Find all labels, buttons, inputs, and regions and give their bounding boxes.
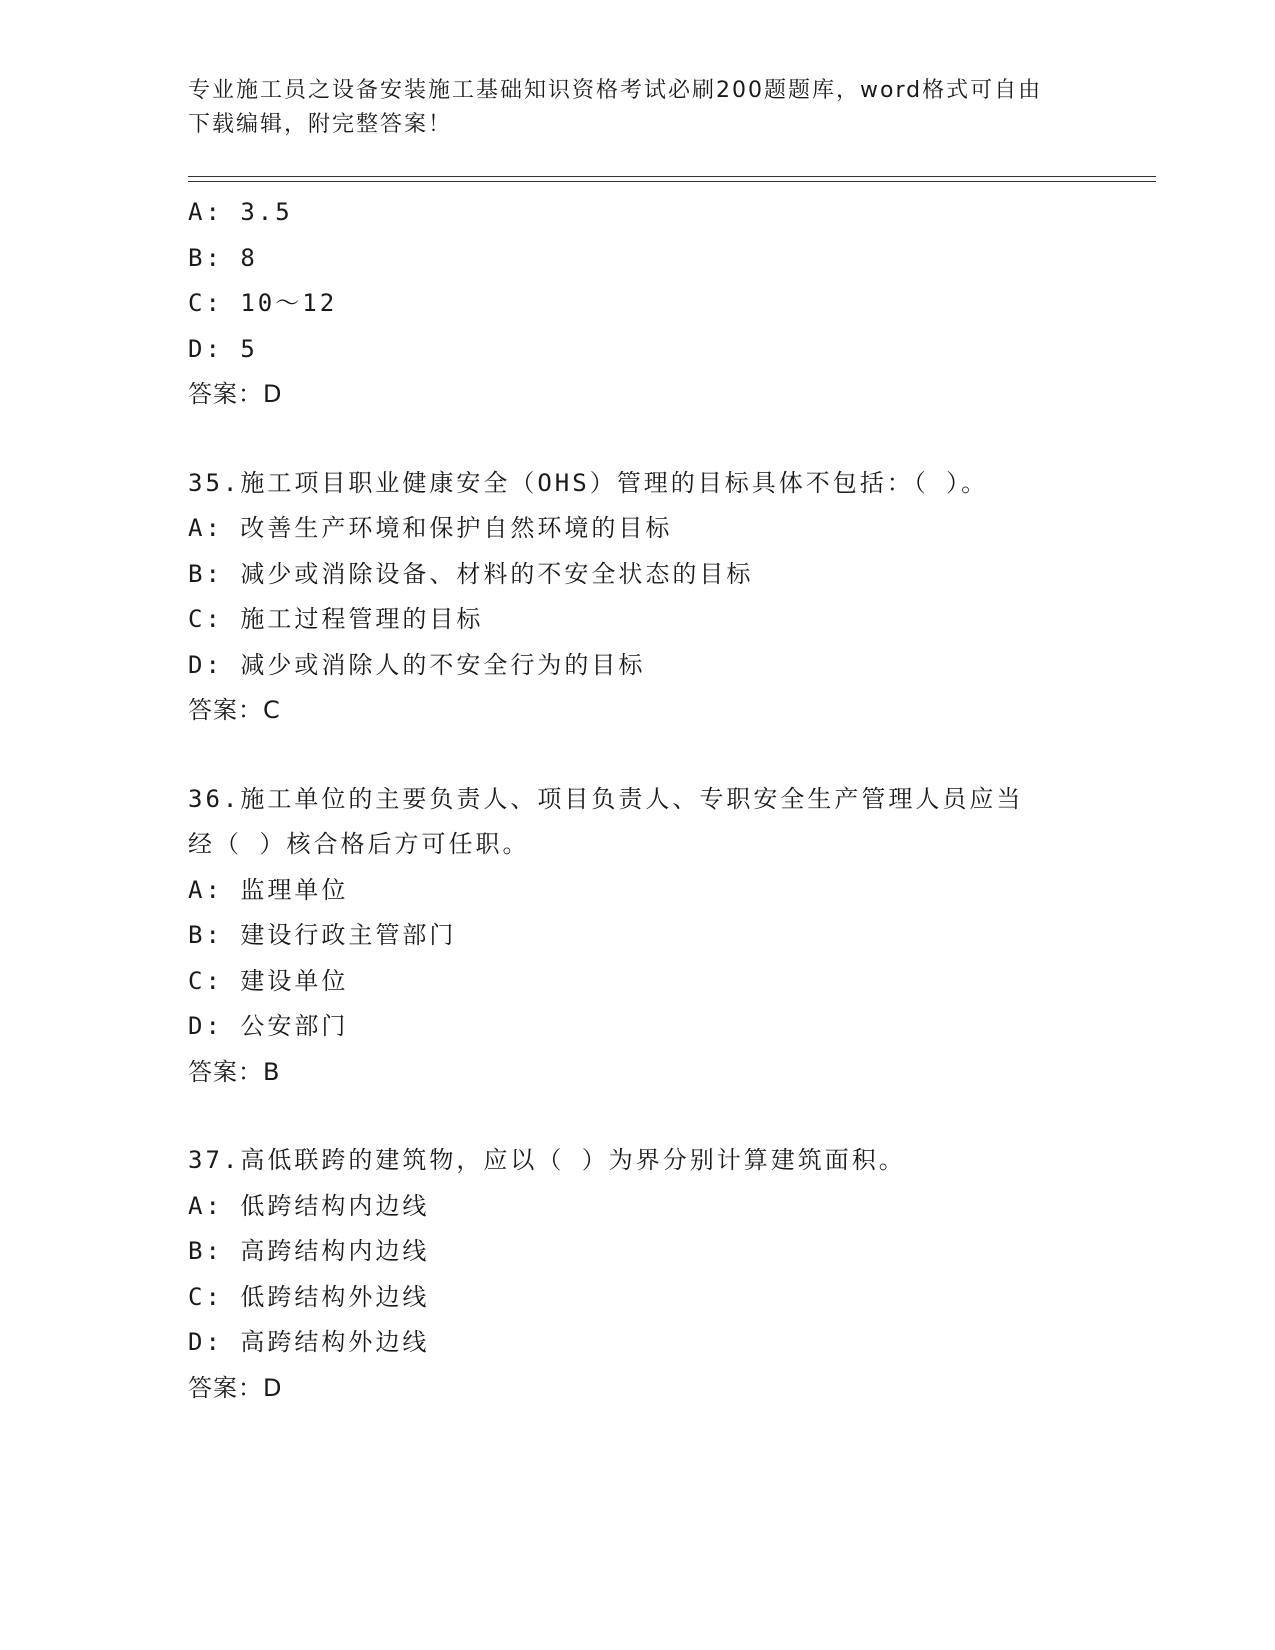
option-c: C: 10～12 — [188, 289, 338, 317]
option-a: A: 3.5 — [188, 198, 293, 226]
question-34 — [188, 190, 1148, 418]
spacer — [188, 1095, 1148, 1138]
spacer — [188, 418, 1148, 461]
option-d: D: 公安部门 — [188, 1012, 349, 1040]
option-a: A: 改善生产环境和保护自然环境的目标 — [188, 514, 673, 542]
question-stem-line-2: 经（ ）核合格后方可任职。 — [188, 830, 530, 858]
answer-line: 答案：C — [188, 696, 281, 724]
option-c: C: 施工过程管理的目标 — [188, 605, 484, 633]
option-b: B: 8 — [188, 243, 258, 272]
option-b: B: 高跨结构内边线 — [188, 1237, 430, 1265]
answer-line: 答案：D — [188, 1373, 283, 1402]
question-36 — [188, 777, 1148, 1096]
header-divider-bottom — [188, 181, 1156, 182]
answer-line: 答案：B — [188, 1057, 281, 1086]
option-a: A: 低跨结构内边线 — [188, 1191, 430, 1220]
header-line-1: 专业施工员之设备安装施工基础知识资格考试必刷200题题库，word格式可自由 — [188, 78, 1043, 103]
option-d: D: 减少或消除人的不安全行为的目标 — [188, 650, 646, 679]
option-d: D: 高跨结构外边线 — [188, 1328, 430, 1356]
question-37 — [188, 1138, 1148, 1411]
question-list — [188, 190, 1148, 1411]
header-line-2: 下载编辑，附完整答案！ — [188, 112, 453, 137]
header-divider-top — [188, 176, 1156, 177]
question-stem: 35.施工项目职业健康安全（OHS）管理的目标具体不包括：（ ）。 — [188, 468, 989, 497]
option-b: B: 建设行政主管部门 — [188, 921, 457, 949]
option-b: B: 减少或消除设备、材料的不安全状态的目标 — [188, 559, 754, 588]
document-header — [188, 74, 1068, 142]
question-stem: 37.高低联跨的建筑物，应以（ ）为界分别计算建筑面积。 — [188, 1146, 906, 1174]
question-stem-line-1: 36.施工单位的主要负责人、项目负责人、专职安全生产管理人员应当 — [188, 784, 1024, 813]
spacer — [188, 734, 1148, 777]
option-d: D: 5 — [188, 334, 258, 363]
question-35 — [188, 461, 1148, 734]
option-c: C: 建设单位 — [188, 966, 349, 995]
option-c: C: 低跨结构外边线 — [188, 1282, 430, 1311]
option-a: A: 监理单位 — [188, 875, 349, 904]
answer-line: 答案：D — [188, 380, 283, 408]
